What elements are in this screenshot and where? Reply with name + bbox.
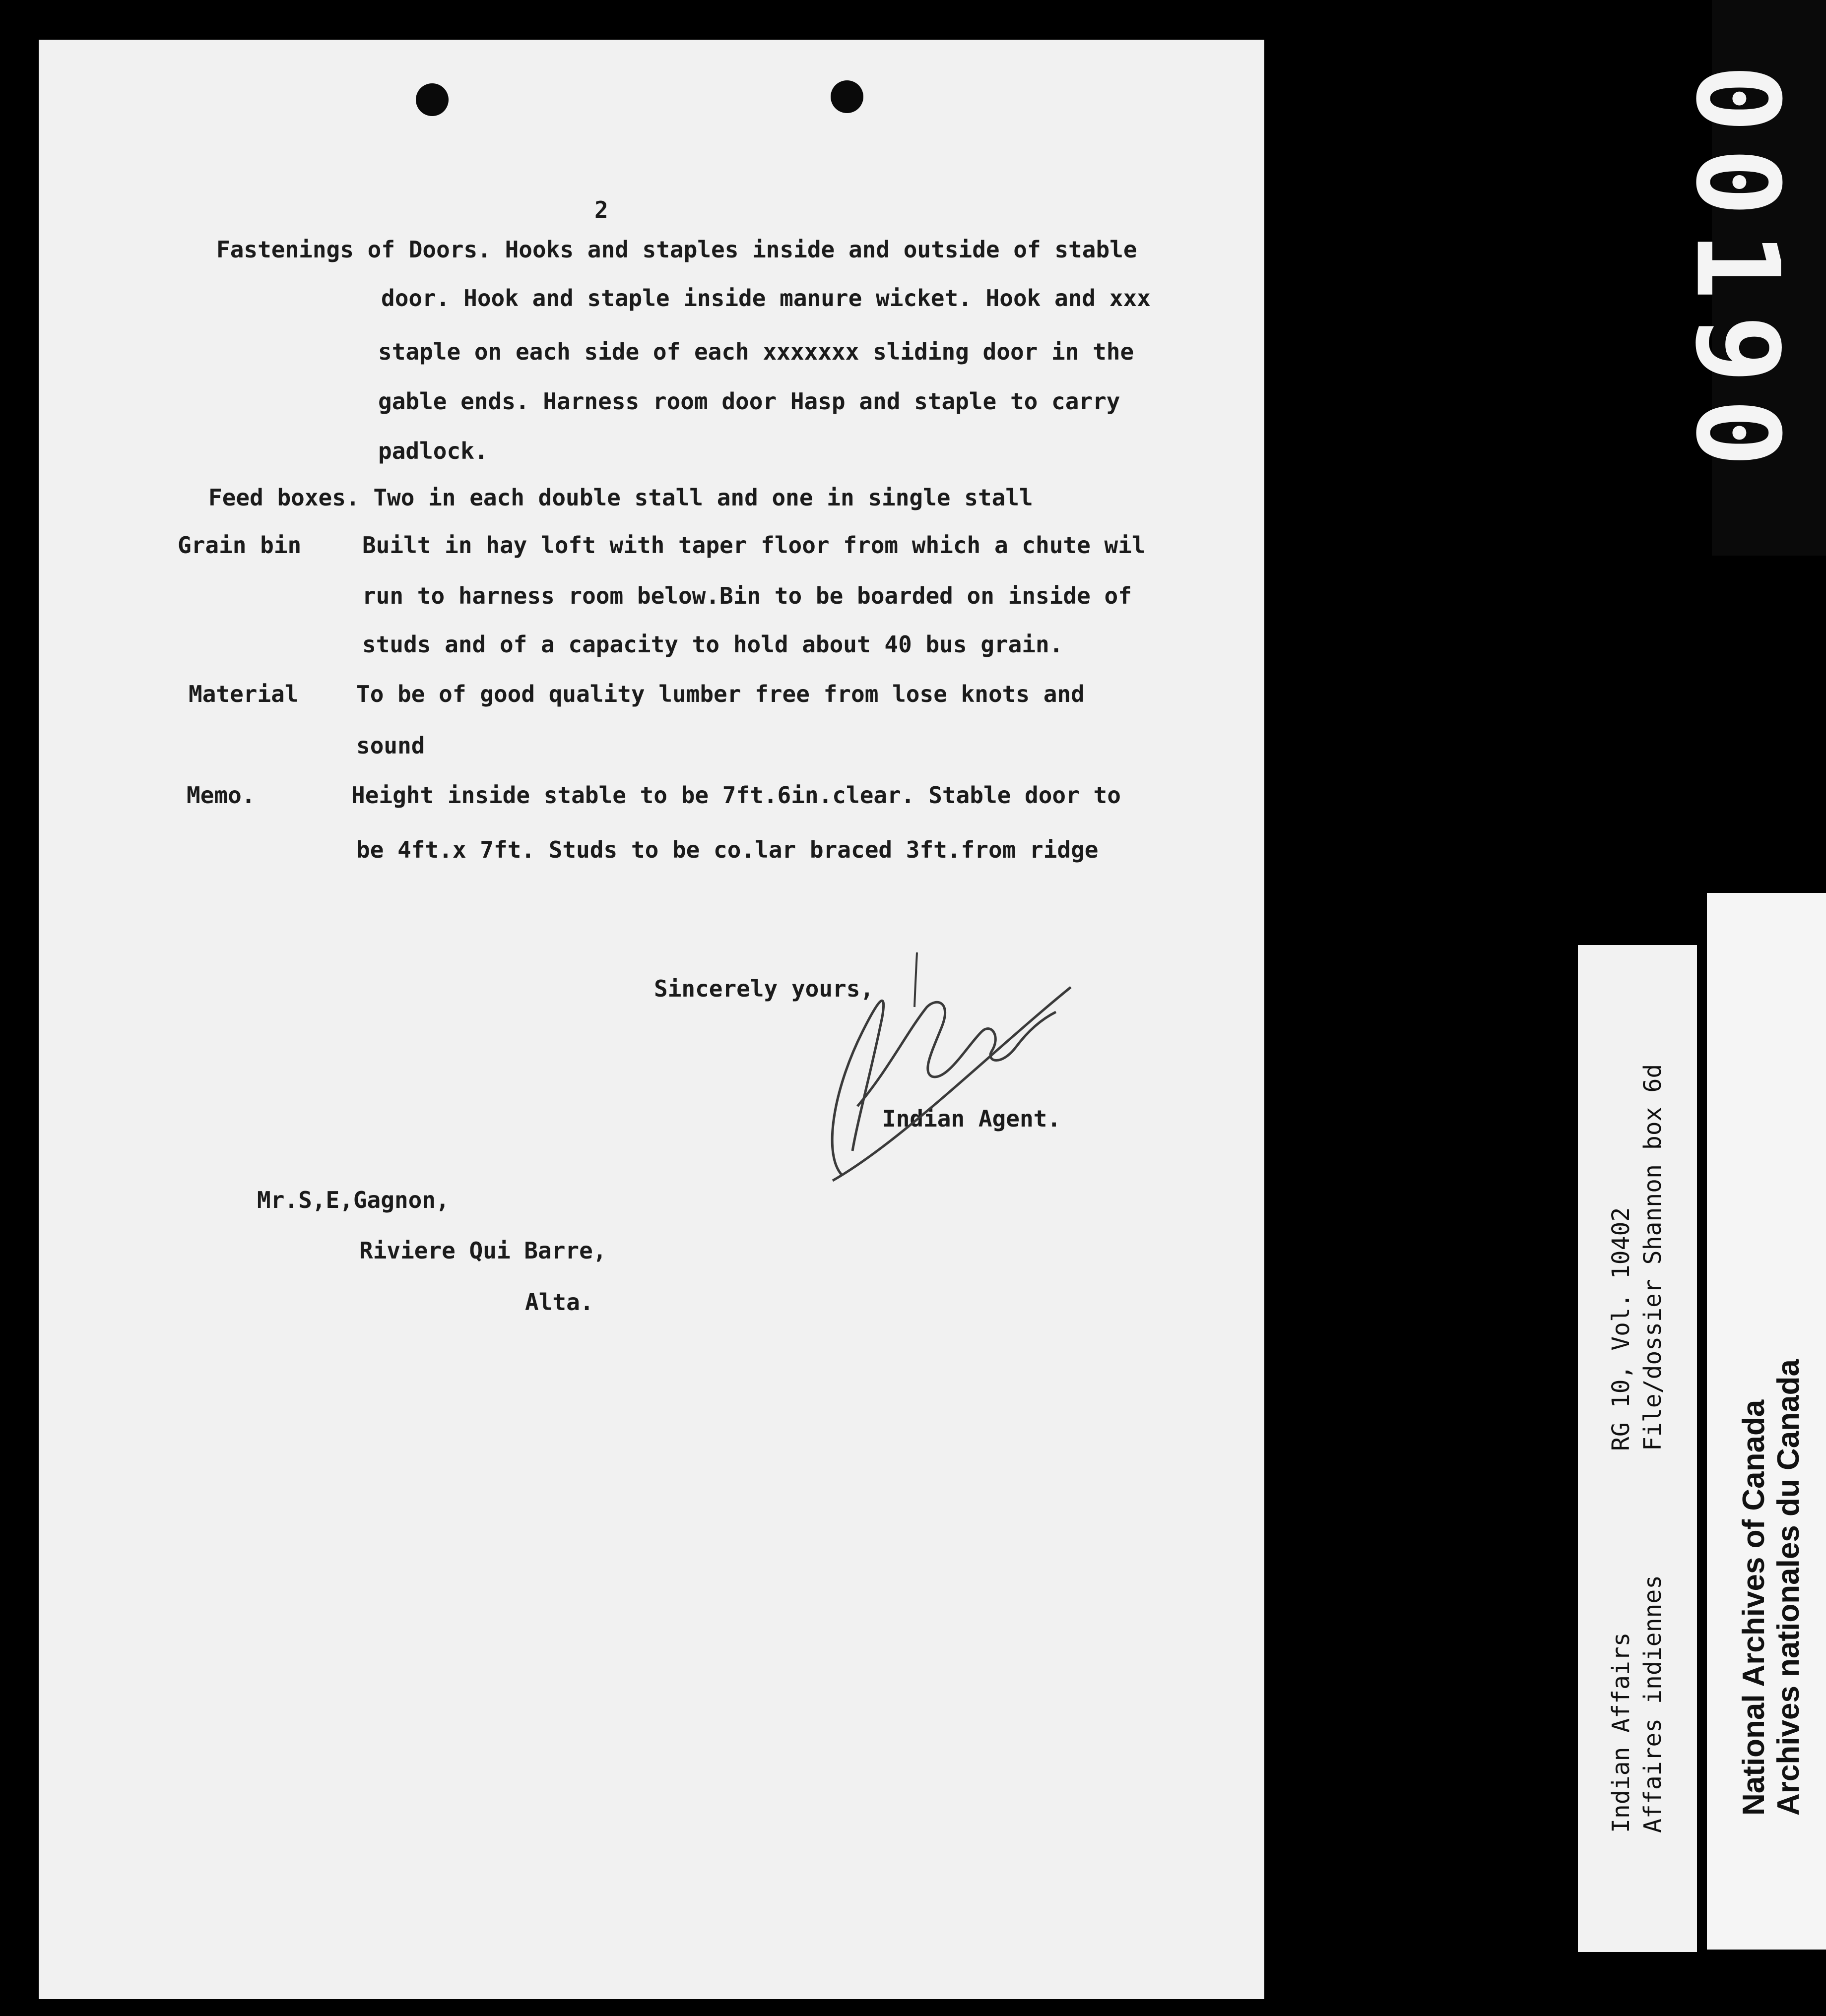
text-line: Feed boxes. Two in each double stall and one in single stall [208, 484, 1033, 511]
label-line: Indian Affairs [1607, 1632, 1635, 1833]
text-line: sound [356, 732, 425, 759]
text-line: gable ends. Harness room door Hasp and staple to carry [378, 388, 1120, 415]
label-line: Affaires indiennes [1639, 1575, 1667, 1833]
text-line: be 4ft.x 7ft. Studs to be co.lar braced 3ft.from ridge [356, 836, 1099, 863]
recipient-line: Alta. [525, 1289, 594, 1316]
text-line: padlock. [378, 438, 488, 464]
recipient-line: Riviere Qui Barre, [359, 1237, 607, 1264]
punch-hole [831, 80, 863, 113]
text-line: Built in hay loft with taper floor from which a chute wil [362, 532, 1146, 559]
film-frame-strip [1670, 0, 1826, 556]
section-heading: Material [189, 681, 299, 707]
section-heading: Grain bin [178, 532, 302, 559]
frame-number: 00190 [1670, 63, 1803, 482]
label-line: RG 10, Vol. 10402 [1607, 1207, 1635, 1451]
punch-hole [416, 83, 449, 116]
text-line: studs and of a capacity to hold about 40 bus grain. [362, 631, 1063, 658]
section-heading: Memo. [187, 782, 256, 809]
text-line: staple on each side of each xxxxxxx sliding door in the [378, 338, 1134, 365]
institution-name-fr: Archives nationales du Canada [1771, 1359, 1806, 1816]
text-line: run to harness room below.Bin to be boarded on inside of [362, 582, 1132, 609]
text-line: door. Hook and staple inside manure wicket. Hook and xxx [381, 285, 1151, 312]
archive-reference-label [1578, 945, 1697, 1952]
institution-label [1707, 893, 1826, 1950]
label-line: File/dossier Shannon box 6d [1639, 1064, 1667, 1451]
recipient-name: Mr.S,E,Gagnon, [257, 1187, 450, 1213]
text-line: Fastenings of Doors. Hooks and staples inside and outside of stable [216, 236, 1137, 263]
text-line: To be of good quality lumber free from lose knots and [356, 681, 1085, 707]
institution-name-en: National Archives of Canada [1737, 1399, 1771, 1816]
page-number: 2 [594, 196, 608, 223]
signature-title: Indian Agent. [882, 1105, 1061, 1132]
closing: Sincerely yours, [654, 975, 874, 1002]
document-page [39, 40, 1264, 1999]
handwritten-signature [803, 943, 1081, 1200]
text-line: Height inside stable to be 7ft.6in.clear. Stable door to [351, 782, 1121, 809]
